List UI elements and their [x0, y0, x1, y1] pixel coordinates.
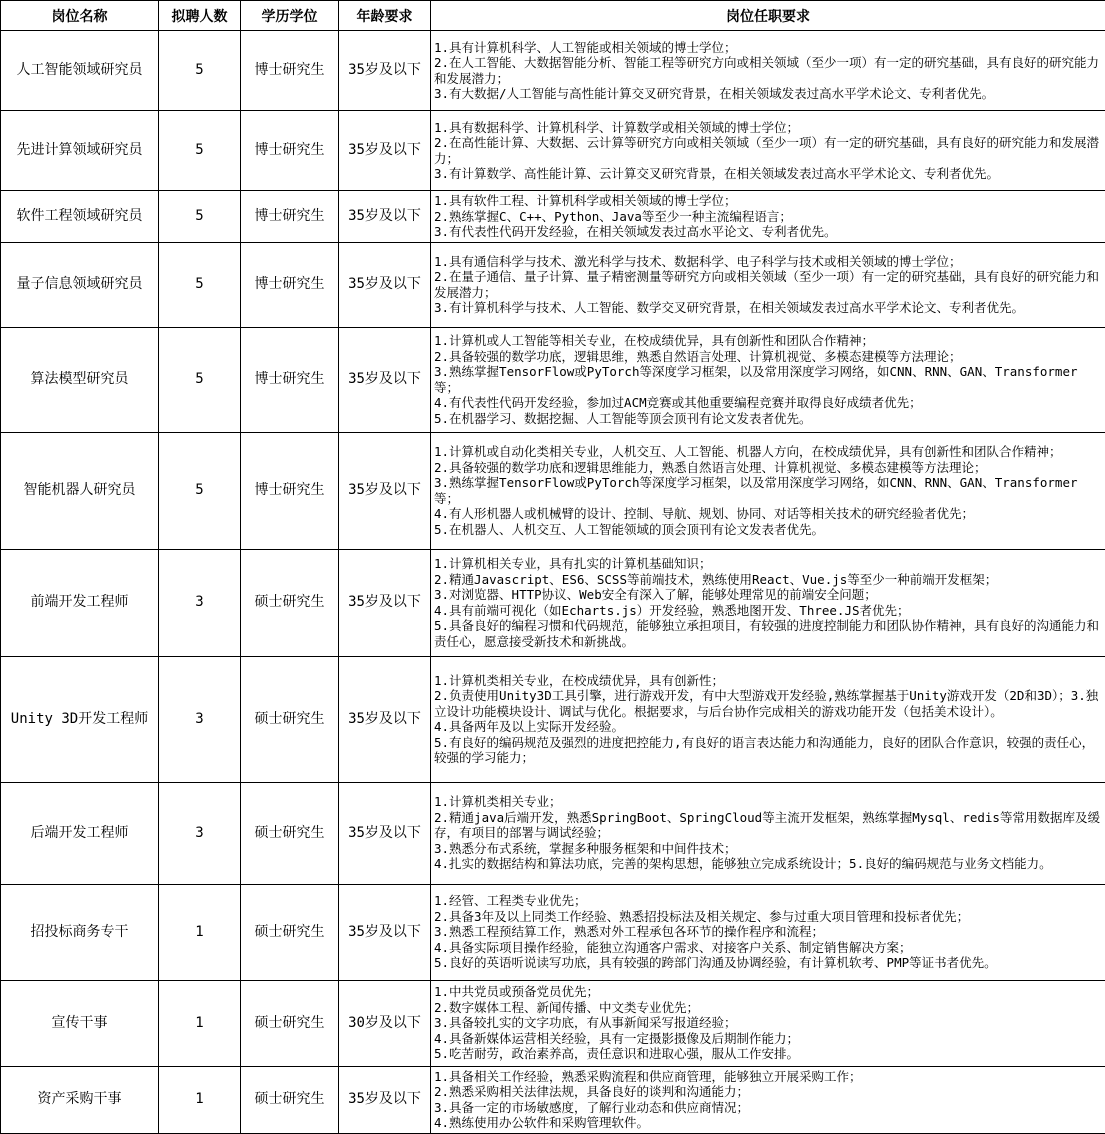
requirement-item: 3.熟悉分布式系统，掌握多种服务框架和中间件技术； — [434, 841, 1102, 857]
job-requirements — [431, 782, 1105, 884]
job-requirements — [431, 327, 1105, 432]
job-requirements — [431, 884, 1105, 980]
job-requirements — [431, 549, 1105, 656]
headcount: 5 — [159, 191, 241, 243]
requirement-item: 5.具备良好的编程习惯和代码规范，能够独立承担项目，有较强的进度控制能力和团队协作精神，具有良好的沟通能力和责任心，愿意接受新技术和新挑战。 — [434, 618, 1102, 649]
age-requirement: 35岁及以下 — [339, 549, 431, 656]
column-header-requirements: 岗位任职要求 — [431, 1, 1105, 31]
job-requirements — [431, 432, 1105, 549]
job-requirements — [431, 191, 1105, 243]
requirement-item: 3.具备较扎实的文字功底，有从事新闻采写报道经验； — [434, 1015, 1102, 1031]
position-name: 人工智能领域研究员 — [1, 31, 159, 111]
requirement-item: 3.有代表性代码开发经验，在相关领域发表过高水平论文、专利者优先。 — [434, 224, 1102, 240]
age-requirement: 35岁及以下 — [339, 1066, 431, 1133]
position-name: 后端开发工程师 — [1, 782, 159, 884]
position-name: 资产采购干事 — [1, 1066, 159, 1133]
requirement-item: 3.具备一定的市场敏感度，了解行业动态和供应商情况； — [434, 1100, 1102, 1116]
table-row — [1, 549, 1105, 656]
requirement-item: 1.中共党员或预备党员优先； — [434, 984, 1102, 1000]
job-requirements — [431, 980, 1105, 1066]
degree-requirement: 博士研究生 — [241, 327, 339, 432]
headcount: 5 — [159, 327, 241, 432]
requirement-item: 5.有良好的编码规范及强烈的进度把控能力,有良好的语言表达能力和沟通能力，良好的团队合作意识，较强的责任心，较强的学习能力； — [434, 735, 1102, 766]
requirement-item: 1.具备相关工作经验，熟悉采购流程和供应商管理，能够独立开展采购工作； — [434, 1069, 1102, 1085]
degree-requirement: 博士研究生 — [241, 432, 339, 549]
degree-requirement: 硕士研究生 — [241, 980, 339, 1066]
column-header-headcount: 拟聘人数 — [159, 1, 241, 31]
degree-requirement: 博士研究生 — [241, 111, 339, 191]
position-name: 先进计算领域研究员 — [1, 111, 159, 191]
position-name: 智能机器人研究员 — [1, 432, 159, 549]
requirement-item: 2.在人工智能、大数据智能分析、智能工程等研究方向或相关领域（至少一项）有一定的研究基础，具有良好的研究能力和发展潜力； — [434, 55, 1102, 86]
requirement-item: 2.熟悉采购相关法律法规，具备良好的谈判和沟通能力； — [434, 1084, 1102, 1100]
position-name: 算法模型研究员 — [1, 327, 159, 432]
requirement-item: 5.在机器学习、数据挖掘、人工智能等顶会顶刊有论文发表者优先。 — [434, 411, 1102, 427]
requirement-item: 5.吃苦耐劳，政治素养高，责任意识和进取心强，服从工作安排。 — [434, 1046, 1102, 1062]
requirement-item: 2.精通Javascript、ES6、SCSS等前端技术，熟练使用React、Vue.js等至少一种前端开发框架； — [434, 572, 1102, 588]
job-requirements — [431, 1066, 1105, 1133]
requirement-item: 1.计算机或自动化类相关专业，人机交互、人工智能、机器人方向，在校成绩优异，具有创新性和团队合作精神； — [434, 444, 1102, 460]
requirement-item: 4.扎实的数据结构和算法功底，完善的架构思想，能够独立完成系统设计；5.良好的编码规范与业务文档能力。 — [434, 856, 1102, 872]
requirement-item: 1.具有软件工程、计算机科学或相关领域的博士学位； — [434, 193, 1102, 209]
requirement-item: 2.在量子通信、量子计算、量子精密测量等研究方向或相关领域（至少一项）有一定的研究基础，具有良好的研究能力和发展潜力； — [434, 269, 1102, 300]
column-header-position-name: 岗位名称 — [1, 1, 159, 31]
requirement-item: 4.具备实际项目操作经验，能独立沟通客户需求、对接客户关系、制定销售解决方案； — [434, 940, 1102, 956]
requirement-item: 1.计算机类相关专业； — [434, 794, 1102, 810]
requirement-item: 3.熟练掌握TensorFlow或PyTorch等深度学习框架，以及常用深度学习网络，如CNN、RNN、GAN、Transformer等； — [434, 364, 1102, 395]
age-requirement: 30岁及以下 — [339, 980, 431, 1066]
column-header-age: 年龄要求 — [339, 1, 431, 31]
job-requirements — [431, 656, 1105, 782]
age-requirement: 35岁及以下 — [339, 656, 431, 782]
age-requirement: 35岁及以下 — [339, 31, 431, 111]
age-requirement: 35岁及以下 — [339, 111, 431, 191]
headcount: 3 — [159, 782, 241, 884]
degree-requirement: 博士研究生 — [241, 242, 339, 327]
column-header-degree: 学历学位 — [241, 1, 339, 31]
age-requirement: 35岁及以下 — [339, 884, 431, 980]
job-table-body — [1, 31, 1105, 1134]
requirement-item: 4.有代表性代码开发经验，参加过ACM竞赛或其他重要编程竞赛并取得良好成绩者优先； — [434, 395, 1102, 411]
requirement-item: 3.熟悉工程预结算工作，熟悉对外工程承包各环节的操作程序和流程； — [434, 924, 1102, 940]
table-row — [1, 656, 1105, 782]
job-requirements — [431, 111, 1105, 191]
position-name: 软件工程领域研究员 — [1, 191, 159, 243]
degree-requirement: 硕士研究生 — [241, 656, 339, 782]
table-row — [1, 327, 1105, 432]
table-row — [1, 884, 1105, 980]
requirement-item: 1.计算机相关专业，具有扎实的计算机基础知识； — [434, 556, 1102, 572]
table-row — [1, 191, 1105, 243]
requirement-item: 5.良好的英语听说读写功底，具有较强的跨部门沟通及协调经验，有计算机软考、PMP等证书者优先。 — [434, 955, 1102, 971]
table-row — [1, 242, 1105, 327]
header-row — [1, 1, 1105, 31]
requirement-item: 2.熟练掌握C、C++、Python、Java等至少一种主流编程语言； — [434, 209, 1102, 225]
age-requirement: 35岁及以下 — [339, 242, 431, 327]
degree-requirement: 硕士研究生 — [241, 1066, 339, 1133]
headcount: 3 — [159, 656, 241, 782]
headcount: 5 — [159, 242, 241, 327]
position-name: 前端开发工程师 — [1, 549, 159, 656]
degree-requirement: 博士研究生 — [241, 31, 339, 111]
headcount: 1 — [159, 1066, 241, 1133]
age-requirement: 35岁及以下 — [339, 782, 431, 884]
table-row — [1, 1066, 1105, 1133]
requirement-item: 4.具备两年及以上实际开发经验。 — [434, 719, 1102, 735]
requirement-item: 3.有大数据/人工智能与高性能计算交叉研究背景，在相关领域发表过高水平学术论文、专利者优先。 — [434, 86, 1102, 102]
table-row — [1, 31, 1105, 111]
requirement-item: 5.在机器人、人机交互、人工智能领域的顶会顶刊有论文发表者优先。 — [434, 522, 1102, 538]
requirement-item: 1.具有通信科学与技术、激光科学与技术、数据科学、电子科学与技术或相关领域的博士学位； — [434, 254, 1102, 270]
requirement-item: 3.有计算机科学与技术、人工智能、数学交叉研究背景，在相关领域发表过高水平学术论文、专利者优先。 — [434, 300, 1102, 316]
table-row — [1, 782, 1105, 884]
headcount: 5 — [159, 31, 241, 111]
position-name: 招投标商务专干 — [1, 884, 159, 980]
requirement-item: 2.数字媒体工程、新闻传播、中文类专业优先； — [434, 1000, 1102, 1016]
requirement-item: 2.具备较强的数学功底，逻辑思维，熟悉自然语言处理、计算机视觉、多模态建模等方法理论； — [434, 349, 1102, 365]
degree-requirement: 硕士研究生 — [241, 782, 339, 884]
job-requirements — [431, 242, 1105, 327]
job-requirements — [431, 31, 1105, 111]
degree-requirement: 硕士研究生 — [241, 549, 339, 656]
age-requirement: 35岁及以下 — [339, 432, 431, 549]
requirement-item: 1.经管、工程类专业优先； — [434, 893, 1102, 909]
requirement-item: 3.对浏览器、HTTP协议、Web安全有深入了解，能够处理常见的前端安全问题； — [434, 587, 1102, 603]
requirement-item: 4.熟练使用办公软件和采购管理软件。 — [434, 1115, 1102, 1131]
degree-requirement: 博士研究生 — [241, 191, 339, 243]
requirement-item: 2.精通java后端开发，熟悉SpringBoot、SpringCloud等主流开发框架，熟练掌握Mysql、redis等常用数据库及缓存，有项目的部署与调试经验； — [434, 810, 1102, 841]
requirement-item: 1.具有计算机科学、人工智能或相关领域的博士学位； — [434, 40, 1102, 56]
table-row — [1, 432, 1105, 549]
requirement-item: 4.具有前端可视化（如Echarts.js）开发经验，熟悉地图开发、Three.JS者优先； — [434, 603, 1102, 619]
age-requirement: 35岁及以下 — [339, 191, 431, 243]
headcount: 1 — [159, 980, 241, 1066]
table-row — [1, 111, 1105, 191]
requirement-item: 1.计算机或人工智能等相关专业，在校成绩优异，具有创新性和团队合作精神； — [434, 333, 1102, 349]
requirement-item: 4.具备新媒体运营相关经验，具有一定摄影摄像及后期制作能力； — [434, 1031, 1102, 1047]
position-name: 宣传干事 — [1, 980, 159, 1066]
position-name: Unity 3D开发工程师 — [1, 656, 159, 782]
requirement-item: 3.有计算数学、高性能计算、云计算交叉研究背景，在相关领域发表过高水平学术论文、专利者优先。 — [434, 166, 1102, 182]
requirement-item: 2.负责使用Unity3D工具引擎，进行游戏开发，有中大型游戏开发经验,熟练掌握基于Unity游戏开发（2D和3D）；3.独立设计功能模块设计、调试与优化。根据要求，与后台协作完成相关的游戏功能开发（包括美术设计）。 — [434, 688, 1102, 719]
requirement-item: 3.熟练掌握TensorFlow或PyTorch等深度学习框架，以及常用深度学习网络，如CNN、RNN、GAN、Transformer等； — [434, 475, 1102, 506]
table-row — [1, 980, 1105, 1066]
age-requirement: 35岁及以下 — [339, 327, 431, 432]
position-name: 量子信息领域研究员 — [1, 242, 159, 327]
requirement-item: 2.具备较强的数学功底和逻辑思维能力，熟悉自然语言处理、计算机视觉、多模态建模等方法理论； — [434, 460, 1102, 476]
degree-requirement: 硕士研究生 — [241, 884, 339, 980]
headcount: 1 — [159, 884, 241, 980]
requirement-item: 1.计算机类相关专业，在校成绩优异，具有创新性； — [434, 673, 1102, 689]
requirement-item: 2.在高性能计算、大数据、云计算等研究方向或相关领域（至少一项）有一定的研究基础，具有良好的研究能力和发展潜力； — [434, 135, 1102, 166]
requirement-item: 4.有人形机器人或机械臂的设计、控制、导航、规划、协同、对话等相关技术的研究经验者优先； — [434, 506, 1102, 522]
headcount: 3 — [159, 549, 241, 656]
requirement-item: 2.具备3年及以上同类工作经验、熟悉招投标法及相关规定、参与过重大项目管理和投标者优先； — [434, 909, 1102, 925]
headcount: 5 — [159, 111, 241, 191]
requirement-item: 1.具有数据科学、计算机科学、计算数学或相关领域的博士学位； — [434, 120, 1102, 136]
headcount: 5 — [159, 432, 241, 549]
